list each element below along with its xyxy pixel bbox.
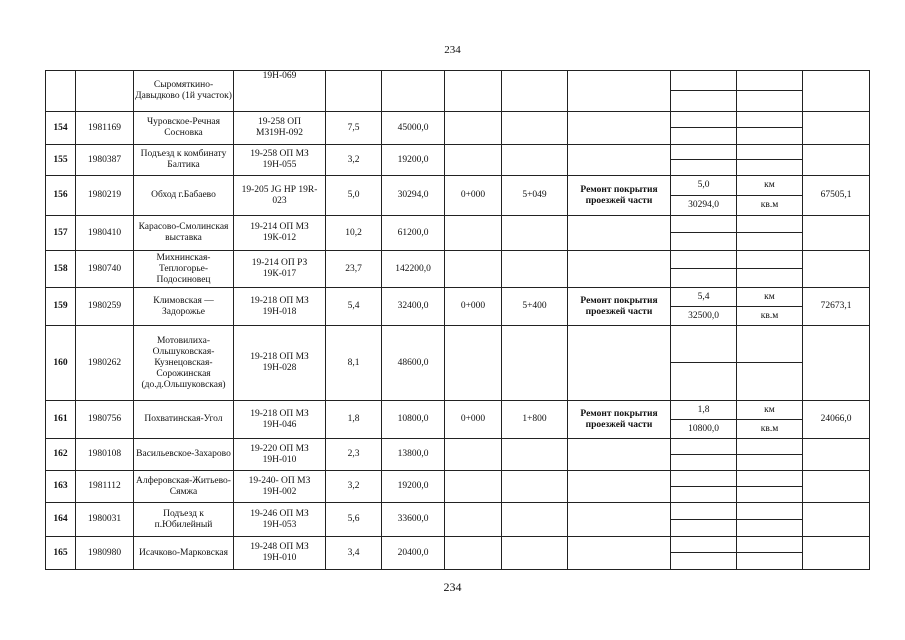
cell-sum: 72673,1: [803, 288, 870, 326]
cell-number: 156: [46, 176, 76, 216]
cell-cost: 45000,0: [382, 112, 445, 145]
cell-start: [445, 471, 502, 503]
cell-number: 165: [46, 537, 76, 570]
cell-repair-type: [568, 251, 671, 288]
cell-sum: [803, 145, 870, 176]
cell-sum: [803, 537, 870, 570]
cell-area-value: [671, 455, 737, 471]
table-row: [46, 112, 870, 128]
cell-repair-type: Ремонт покрытия проезжей части: [568, 288, 671, 326]
cell-km-value: 5,4: [671, 288, 737, 307]
cell-cost: 19200,0: [382, 471, 445, 503]
cell-road-id: 19-246 ОП МЗ 19Н-053: [234, 503, 326, 537]
cell-area-unit: [737, 363, 803, 401]
cell-road-id: 19-214 ОП РЗ 19К-017: [234, 251, 326, 288]
page-number-top: 234: [444, 44, 461, 56]
cell-end: [502, 503, 568, 537]
cell-start: [445, 216, 502, 251]
cell-km-value: [671, 537, 737, 553]
cell-km-unit: [737, 537, 803, 553]
cell-sum: 24066,0: [803, 401, 870, 439]
cell-repair-type: [568, 112, 671, 145]
cell-road-id: 19-214 ОП МЗ 19К-012: [234, 216, 326, 251]
cell-length: 7,5: [326, 112, 382, 145]
cell-road-id: 19Н-069: [234, 71, 326, 112]
cell-km-unit: [737, 326, 803, 363]
cell-start: [445, 503, 502, 537]
cell-cost: 142200,0: [382, 251, 445, 288]
cell-road-name: Чуровское-Речная Сосновка: [134, 112, 234, 145]
cell-length: 23,7: [326, 251, 382, 288]
cell-area-unit: кв.м: [737, 196, 803, 216]
table-row: [46, 288, 870, 307]
cell-area-value: 30294,0: [671, 196, 737, 216]
cell-area-unit: [737, 269, 803, 288]
cell-km-value: [671, 439, 737, 455]
cell-cost: 48600,0: [382, 326, 445, 401]
table-row: [46, 176, 870, 196]
cell-road-id: 19-218 ОП МЗ 19Н-028: [234, 326, 326, 401]
cell-road-name: Подъезд к п.Юбилейный: [134, 503, 234, 537]
page-number-bottom: 234: [443, 580, 462, 594]
cell-end: [502, 251, 568, 288]
cell-number: [46, 71, 76, 112]
cell-area-unit: [737, 233, 803, 251]
cell-start: [445, 112, 502, 145]
cell-length: 3,4: [326, 537, 382, 570]
cell-repair-type: [568, 326, 671, 401]
cell-road-name: Сыромяткино-Давыдково (1й участок): [134, 71, 234, 112]
cell-area-value: [671, 269, 737, 288]
cell-number: 162: [46, 439, 76, 471]
cell-area-value: [671, 128, 737, 145]
cell-code: 1980410: [76, 216, 134, 251]
cell-repair-type: [568, 471, 671, 503]
cell-km-value: [671, 471, 737, 487]
cell-road-id: 19-220 ОП МЗ 19Н-010: [234, 439, 326, 471]
cell-sum: [803, 471, 870, 503]
cell-sum: [803, 326, 870, 401]
cell-end: 5+400: [502, 288, 568, 326]
cell-cost: 10800,0: [382, 401, 445, 439]
cell-road-id: 19-240- ОП МЗ 19Н-002: [234, 471, 326, 503]
cell-end: 1+800: [502, 401, 568, 439]
cell-length: 5,0: [326, 176, 382, 216]
table-row: [46, 251, 870, 269]
roads-table: [45, 70, 870, 570]
cell-number: 161: [46, 401, 76, 439]
cell-km-value: [671, 112, 737, 128]
cell-end: [502, 326, 568, 401]
cell-road-name: Михнинская-Теплогорье-Подосиновец: [134, 251, 234, 288]
cell-end: [502, 537, 568, 570]
cell-area-unit: [737, 455, 803, 471]
cell-repair-type: [568, 71, 671, 112]
cell-km-unit: км: [737, 401, 803, 420]
table-body: [46, 71, 870, 570]
cell-end: 5+049: [502, 176, 568, 216]
table-row: [46, 439, 870, 455]
cell-road-name: Подъезд к комбинату Балтика: [134, 145, 234, 176]
cell-repair-type: [568, 537, 671, 570]
cell-length: 3,2: [326, 145, 382, 176]
cell-cost: 30294,0: [382, 176, 445, 216]
cell-cost: 19200,0: [382, 145, 445, 176]
cell-number: 154: [46, 112, 76, 145]
cell-road-name: Мотовилиха-Ольшуковская-Кузнецовская-Сорожинская (до.д.Ольшуковская): [134, 326, 234, 401]
cell-length: 8,1: [326, 326, 382, 401]
cell-km-unit: км: [737, 176, 803, 196]
cell-end: [502, 471, 568, 503]
cell-road-id: 19-218 ОП МЗ 19Н-018: [234, 288, 326, 326]
cell-length: 10,2: [326, 216, 382, 251]
cell-sum: [803, 439, 870, 471]
cell-area-unit: [737, 91, 803, 112]
cell-area-unit: [737, 487, 803, 503]
cell-area-value: 10800,0: [671, 420, 737, 439]
cell-repair-type: [568, 503, 671, 537]
cell-length: 1,8: [326, 401, 382, 439]
cell-code: 1980031: [76, 503, 134, 537]
cell-code: 1980756: [76, 401, 134, 439]
cell-km-unit: [737, 216, 803, 233]
cell-start: [445, 326, 502, 401]
table-row: [46, 216, 870, 233]
cell-km-value: [671, 71, 737, 91]
cell-area-value: [671, 363, 737, 401]
table-row: [46, 471, 870, 487]
cell-length: [326, 71, 382, 112]
cell-length: 2,3: [326, 439, 382, 471]
cell-km-unit: км: [737, 288, 803, 307]
cell-code: 1980262: [76, 326, 134, 401]
cell-cost: 20400,0: [382, 537, 445, 570]
cell-number: 155: [46, 145, 76, 176]
cell-code: [76, 71, 134, 112]
table-row: [46, 537, 870, 553]
cell-cost: [382, 71, 445, 112]
cell-road-id: 19-218 ОП МЗ 19Н-046: [234, 401, 326, 439]
cell-code: 1980219: [76, 176, 134, 216]
cell-length: 5,4: [326, 288, 382, 326]
cell-number: 164: [46, 503, 76, 537]
cell-km-value: [671, 251, 737, 269]
cell-number: 159: [46, 288, 76, 326]
cell-sum: [803, 216, 870, 251]
cell-area-unit: [737, 553, 803, 570]
cell-repair-type: Ремонт покрытия проезжей части: [568, 401, 671, 439]
cell-length: 5,6: [326, 503, 382, 537]
cell-km-value: 5,0: [671, 176, 737, 196]
cell-area-value: [671, 553, 737, 570]
cell-code: 1980980: [76, 537, 134, 570]
cell-km-value: 1,8: [671, 401, 737, 420]
cell-km-value: [671, 216, 737, 233]
cell-code: 1980387: [76, 145, 134, 176]
cell-area-value: [671, 160, 737, 176]
cell-number: 160: [46, 326, 76, 401]
cell-road-name: Карасово-Смолинская выставка: [134, 216, 234, 251]
cell-road-name: Климовская — Задорожье: [134, 288, 234, 326]
cell-area-value: [671, 487, 737, 503]
cell-repair-type: [568, 216, 671, 251]
cell-road-name: Васильевское-Захарово: [134, 439, 234, 471]
cell-cost: 32400,0: [382, 288, 445, 326]
cell-km-value: [671, 326, 737, 363]
cell-road-id: 19-258 ОП МЗ19Н-092: [234, 112, 326, 145]
cell-repair-type: [568, 145, 671, 176]
cell-code: 1980259: [76, 288, 134, 326]
cell-sum: [803, 251, 870, 288]
cell-km-unit: [737, 251, 803, 269]
cell-area-unit: [737, 160, 803, 176]
table-row: [46, 401, 870, 420]
cell-cost: 33600,0: [382, 503, 445, 537]
table-row: [46, 326, 870, 363]
cell-cost: 13800,0: [382, 439, 445, 471]
cell-number: 158: [46, 251, 76, 288]
cell-road-id: 19-205 JG НР 19R-023: [234, 176, 326, 216]
cell-cost: 61200,0: [382, 216, 445, 251]
cell-km-unit: [737, 145, 803, 160]
cell-area-value: [671, 233, 737, 251]
cell-sum: [803, 71, 870, 112]
cell-code: 1980108: [76, 439, 134, 471]
cell-code: 1981169: [76, 112, 134, 145]
cell-end: [502, 216, 568, 251]
cell-start: [445, 71, 502, 112]
cell-number: 157: [46, 216, 76, 251]
cell-number: 163: [46, 471, 76, 503]
cell-road-id: 19-258 ОП МЗ 19Н-055: [234, 145, 326, 176]
cell-end: [502, 112, 568, 145]
cell-repair-type: Ремонт покрытия проезжей части: [568, 176, 671, 216]
cell-km-unit: [737, 471, 803, 487]
cell-start: [445, 537, 502, 570]
cell-sum: [803, 503, 870, 537]
cell-km-unit: [737, 503, 803, 520]
cell-repair-type: [568, 439, 671, 471]
cell-start: 0+000: [445, 401, 502, 439]
cell-area-value: [671, 91, 737, 112]
table-row: [46, 503, 870, 520]
cell-km-unit: [737, 439, 803, 455]
cell-road-name: Обход г.Бабаево: [134, 176, 234, 216]
cell-area-unit: кв.м: [737, 307, 803, 326]
cell-road-name: Исачково-Марковская: [134, 537, 234, 570]
cell-end: [502, 439, 568, 471]
cell-area-value: 32500,0: [671, 307, 737, 326]
cell-road-name: Алферовская-Житьево-Сямжа: [134, 471, 234, 503]
cell-start: 0+000: [445, 176, 502, 216]
table-row: [46, 71, 870, 91]
cell-area-unit: кв.м: [737, 420, 803, 439]
table-row: [46, 145, 870, 160]
cell-code: 1980740: [76, 251, 134, 288]
cell-length: 3,2: [326, 471, 382, 503]
cell-km-value: [671, 503, 737, 520]
cell-end: [502, 71, 568, 112]
cell-start: [445, 251, 502, 288]
cell-area-value: [671, 520, 737, 537]
cell-sum: 67505,1: [803, 176, 870, 216]
cell-sum: [803, 112, 870, 145]
cell-km-unit: [737, 112, 803, 128]
cell-road-name: Похватинская-Угол: [134, 401, 234, 439]
cell-km-value: [671, 145, 737, 160]
cell-start: 0+000: [445, 288, 502, 326]
cell-code: 1981112: [76, 471, 134, 503]
cell-start: [445, 145, 502, 176]
cell-road-id: 19-248 ОП МЗ 19Н-010: [234, 537, 326, 570]
cell-area-unit: [737, 520, 803, 537]
cell-km-unit: [737, 71, 803, 91]
cell-end: [502, 145, 568, 176]
cell-start: [445, 439, 502, 471]
cell-area-unit: [737, 128, 803, 145]
